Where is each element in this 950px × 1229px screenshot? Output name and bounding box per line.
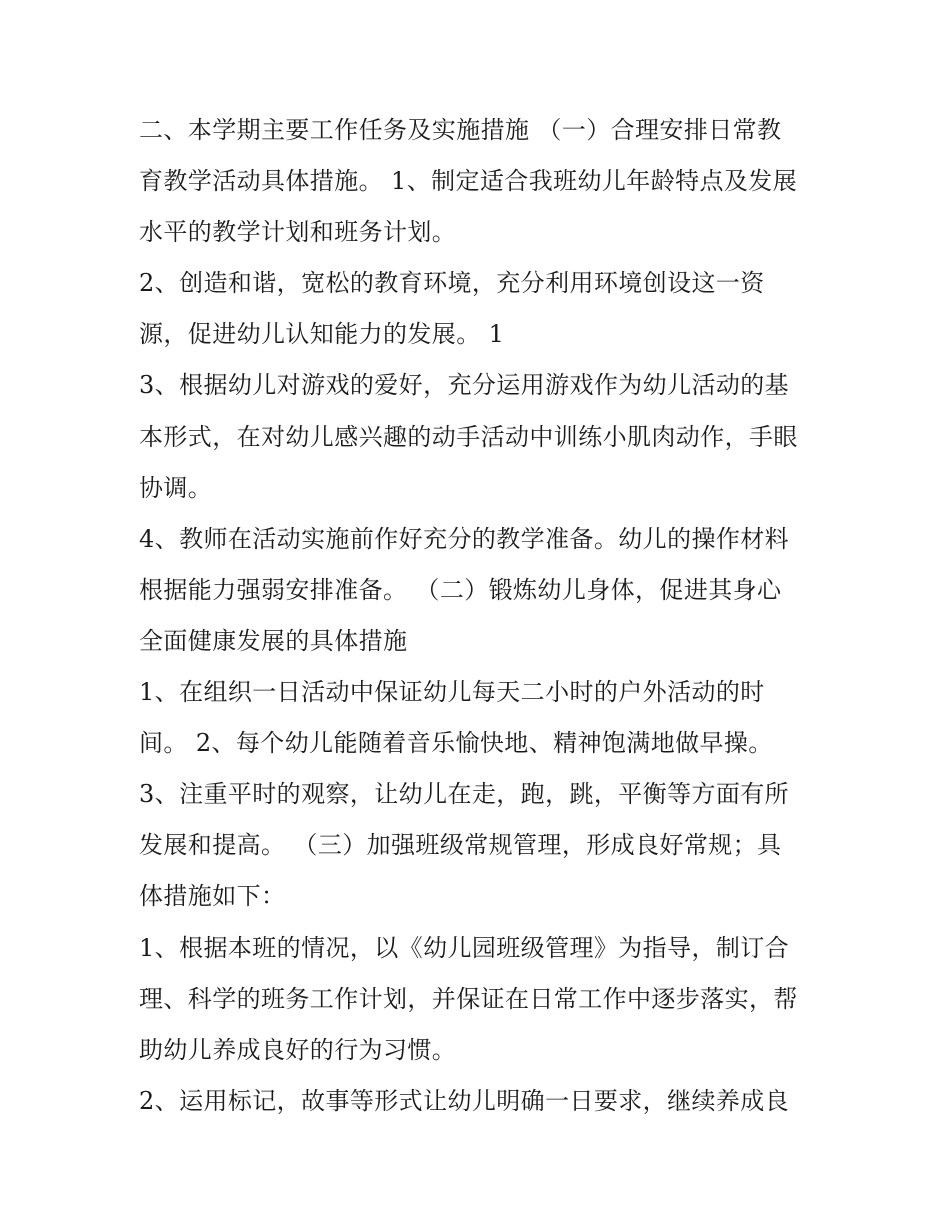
text-line-15: 发展和提高。 （三）加强班级常规管理，形成良好常规；具 — [139, 831, 782, 860]
text-line-9: 4、教师在活动实施前作好充分的教学准备。幼儿的操作材料 — [139, 524, 790, 553]
text-line-14: 3、注重平时的观察，让幼儿在走，跑，跳，平衡等方面有所 — [139, 780, 790, 809]
text-line-3: 水平的教学计划和班务计划。 — [139, 218, 457, 247]
text-line-19: 助幼儿养成良好的行为习惯。 — [139, 1035, 457, 1064]
text-line-18: 理、科学的班务工作计划，并保证在日常工作中逐步落实，帮 — [139, 984, 798, 1013]
text-line-6: 3、根据幼儿对游戏的爱好，充分运用游戏作为幼儿活动的基 — [139, 371, 790, 400]
text-line-13: 间。 2、每个幼儿能随着音乐愉快地、精神饱满地做早操。 — [139, 729, 773, 758]
text-line-11: 全面健康发展的具体措施 — [139, 626, 408, 655]
text-line-16: 体措施如下： — [139, 882, 286, 911]
text-line-7: 本形式，在对幼儿感兴趣的动手活动中训练小肌肉动作，手眼 — [139, 422, 798, 451]
text-line-1: 二、本学期主要工作任务及实施措施 （一）合理安排日常教 — [139, 116, 782, 144]
text-line-8: 协调。 — [139, 473, 213, 502]
text-line-17: 1、根据本班的情况，以《幼儿园班级管理》为指导，制订合 — [139, 933, 790, 962]
text-line-2: 育教学活动具体措施。 1、制定适合我班幼儿年龄特点及发展 — [139, 167, 798, 196]
text-line-5: 源，促进幼儿认知能力的发展。 1 — [139, 320, 505, 349]
document-body — [139, 105, 829, 1127]
text-line-4: 2、创造和谐，宽松的教育环境，充分利用环境创设这一资 — [139, 269, 765, 298]
text-line-12: 1、在组织一日活动中保证幼儿每天二小时的户外活动的时 — [139, 678, 765, 707]
text-line-10: 根据能力强弱安排准备。 （二）锻炼幼儿身体，促进其身心 — [139, 575, 782, 604]
text-line-20: 2、运用标记，故事等形式让幼儿明确一日要求，继续养成良 — [139, 1086, 790, 1115]
